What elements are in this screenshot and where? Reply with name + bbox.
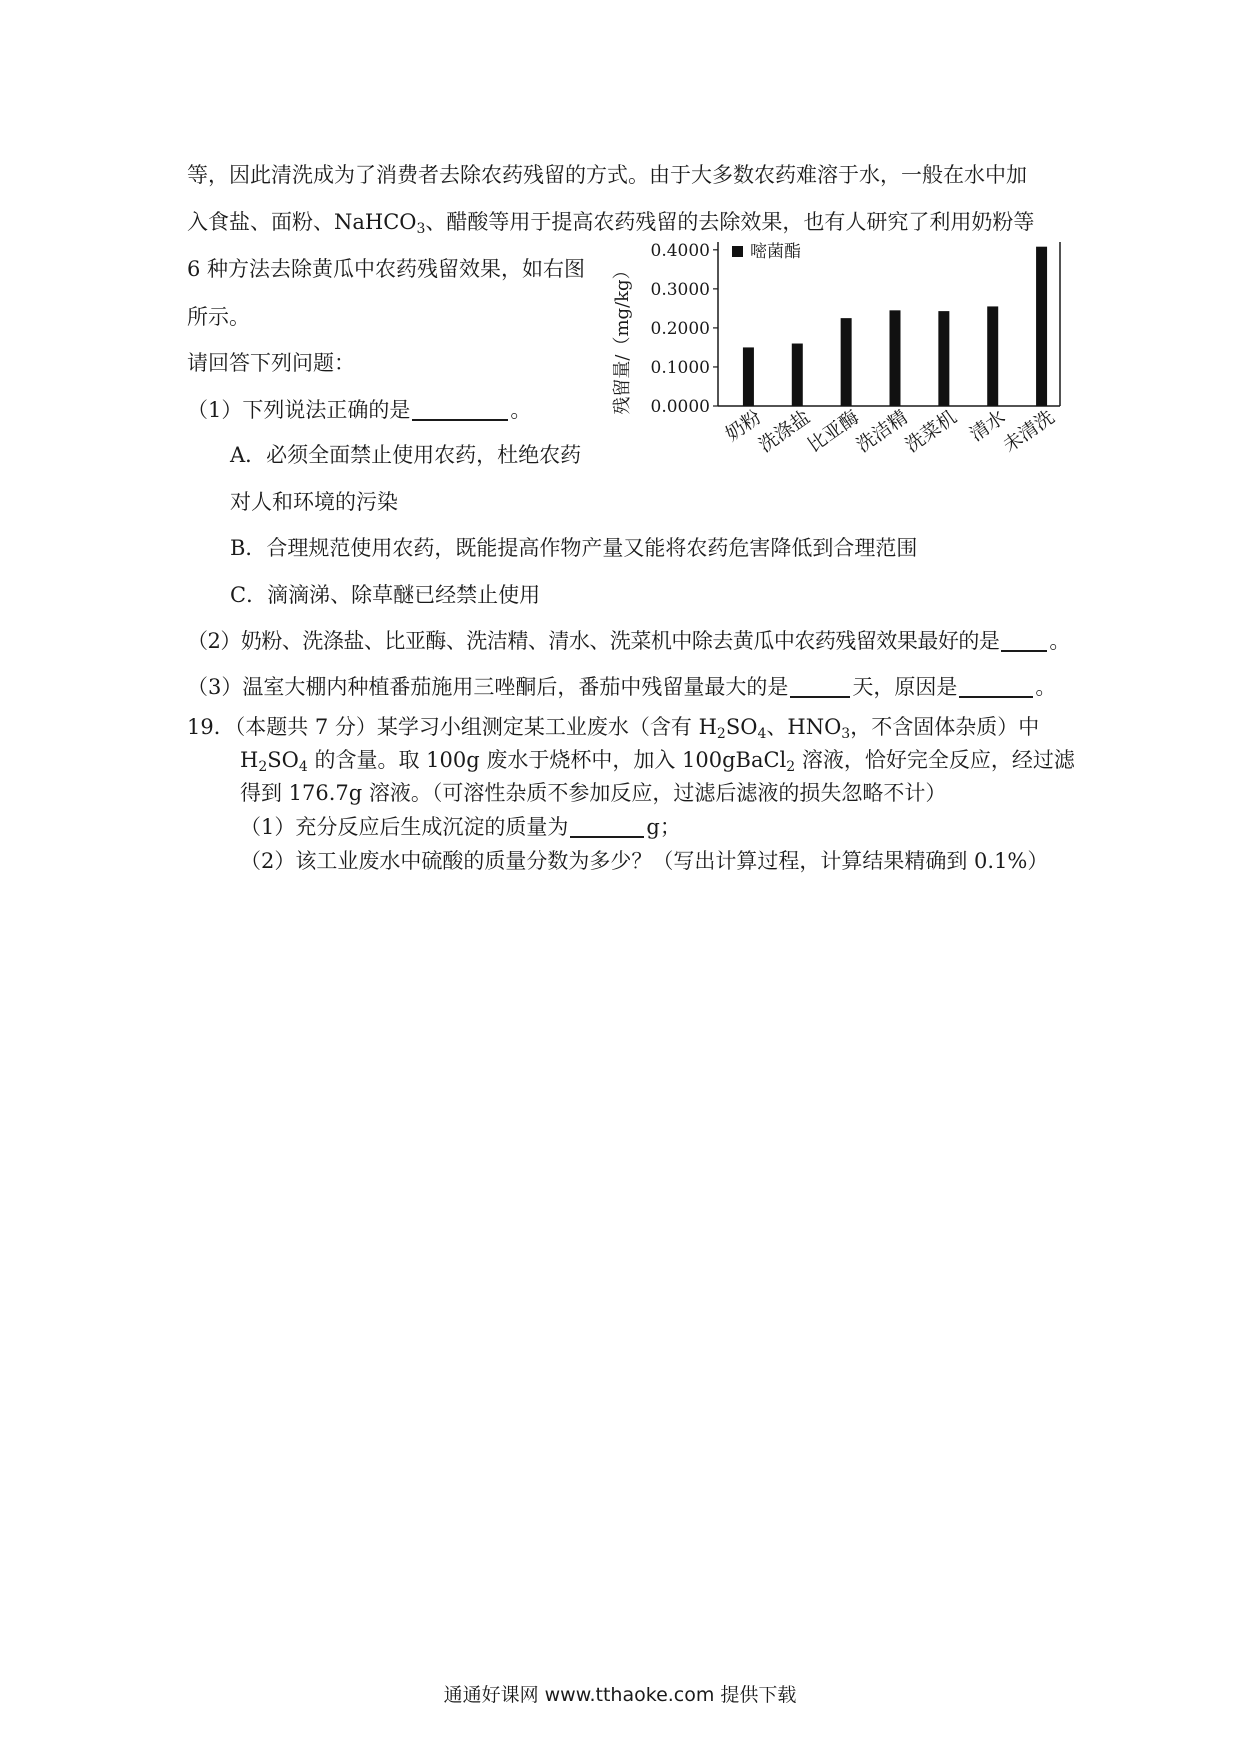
intro-line-3: 6 种方法去除黄瓜中农药残留效果，如右图 xyxy=(187,257,586,281)
q19-part2: （2）该工业废水中硫酸的质量分数为多少？（写出计算过程，计算结果精确到 0.1%） xyxy=(240,849,1049,873)
legend-swatch xyxy=(732,246,743,257)
x-tick-label: 奶粉 xyxy=(721,406,766,446)
option-a-line-1: A．必须全面禁止使用农药，杜绝农药 xyxy=(230,443,582,467)
intro-line-4: 所示。 xyxy=(187,305,250,329)
intro-line-2-sub: 3 xyxy=(416,221,426,237)
bar-0 xyxy=(743,347,754,406)
intro-line-1: 等，因此清洗成为了消费者去除农药残留的方式。由于大多数农药难溶于水，一般在水中加 xyxy=(187,163,1027,187)
q19-line-2 xyxy=(240,745,1075,775)
x-tick-label: 未清洗 xyxy=(999,406,1059,457)
option-c: C．滴滴涕、除草醚已经禁止使用 xyxy=(230,583,541,607)
q18-part2-prefix: （2）奶粉、洗涤盐、比亚酶、洗洁精、清水、洗菜机中除去黄瓜中农药残留效果最好的是 xyxy=(187,629,1000,653)
y-tick-label: 0.1000 xyxy=(650,357,710,378)
x-tick-label: 洗涤盐 xyxy=(754,406,815,457)
q19-line-3: 得到 176.7g 溶液。（可溶性杂质不参加反应，过滤后滤液的损失忽略不计） xyxy=(240,781,947,805)
y-tick-label: 0.2000 xyxy=(650,318,710,339)
answer-blank-q19-1[interactable] xyxy=(570,816,644,838)
chart-y-ticks xyxy=(651,241,718,417)
answer-blank-q18-1[interactable] xyxy=(412,399,508,421)
q18-part1-suffix: 。 xyxy=(510,398,532,422)
intro-line-5: 请回答下列问题： xyxy=(187,351,355,375)
q19-part1-prefix: （1）充分反应后生成沉淀的质量为 xyxy=(240,815,569,839)
chart-bars xyxy=(743,247,1047,406)
q19-l1-sub1: 2 xyxy=(716,726,726,742)
q19-line-1 xyxy=(187,712,1039,742)
answer-blank-q18-3b[interactable] xyxy=(959,676,1033,698)
intro-line-2a: 入食盐、面粉、NaHCO xyxy=(187,210,417,234)
bar-5 xyxy=(987,306,998,406)
bar-4 xyxy=(938,311,949,406)
q19-l2a: H xyxy=(240,748,259,772)
y-tick-label: 0.0000 xyxy=(650,397,710,417)
q19-l1-sub3: 3 xyxy=(841,726,851,742)
x-tick-label: 洗洁精 xyxy=(852,406,912,457)
bar-2 xyxy=(841,318,852,406)
q19-l2-sub3: 2 xyxy=(786,759,796,775)
q18-part1 xyxy=(187,395,531,425)
x-tick-label: 比亚酶 xyxy=(803,406,864,457)
q19-part1 xyxy=(240,812,681,842)
q18-part3-mid: 天，原因是 xyxy=(852,675,958,699)
q18-part3-suffix: 。 xyxy=(1035,675,1057,699)
answer-blank-q18-3a[interactable] xyxy=(790,676,850,698)
q19-l2b: SO xyxy=(267,748,299,772)
option-a-line-2: 对人和环境的污染 xyxy=(230,490,398,514)
q18-part1-prefix: （1）下列说法正确的是 xyxy=(187,398,411,422)
legend-label: 嘧菌酯 xyxy=(750,242,801,262)
x-tick-label: 清水 xyxy=(965,406,1010,446)
q19-l2-sub1: 2 xyxy=(258,759,268,775)
q18-part3 xyxy=(187,672,1056,702)
chart-y-axis-label: 残留量/（mg/kg） xyxy=(612,261,633,415)
q19-l2c: 的含量。取 100g 废水于烧杯中，加入 100gBaCl xyxy=(307,748,787,772)
q19-l1-sub2: 4 xyxy=(757,726,767,742)
bar-6 xyxy=(1036,247,1047,406)
intro-line-2 xyxy=(187,207,1034,237)
x-tick-label: 洗菜机 xyxy=(901,406,961,457)
q19-l1c: 、HNO xyxy=(766,715,842,739)
q18-part2 xyxy=(187,626,1070,656)
y-tick-label: 0.3000 xyxy=(650,279,710,300)
q19-part1-suffix: g； xyxy=(646,815,681,839)
option-b: B．合理规范使用农药，既能提高作物产量又能将农药危害降低到合理范围 xyxy=(230,536,918,560)
q19-l1b: SO xyxy=(725,715,758,739)
q19-l2d: 溶液，恰好完全反应，经过滤 xyxy=(795,748,1075,772)
chart-axes xyxy=(718,242,1060,406)
chart-x-ticks xyxy=(722,406,1059,457)
q18-part2-suffix: 。 xyxy=(1049,629,1070,653)
bar-3 xyxy=(890,310,901,406)
q18-part3-prefix: （3）温室大棚内种植番茄施用三唑酮后，番茄中残留量最大的是 xyxy=(187,675,789,699)
y-tick-label: 0.4000 xyxy=(650,240,710,261)
chart-legend xyxy=(732,242,801,262)
q19-l1d: ，不含固体杂质）中 xyxy=(850,715,1040,739)
intro-line-2b: 、醋酸等用于提高农药残留的去除效果，也有人研究了利用奶粉等 xyxy=(425,210,1035,234)
residue-bar-chart xyxy=(598,238,1068,508)
q19-l2-sub2: 4 xyxy=(298,759,308,775)
bar-1 xyxy=(792,344,803,406)
answer-blank-q18-2[interactable] xyxy=(1001,630,1047,652)
page-footer: 通通好课网 www.tthaoke.com 提供下载 xyxy=(443,1684,797,1706)
q19-l1a: 19．（本题共 7 分）某学习小组测定某工业废水（含有 H xyxy=(187,715,717,739)
